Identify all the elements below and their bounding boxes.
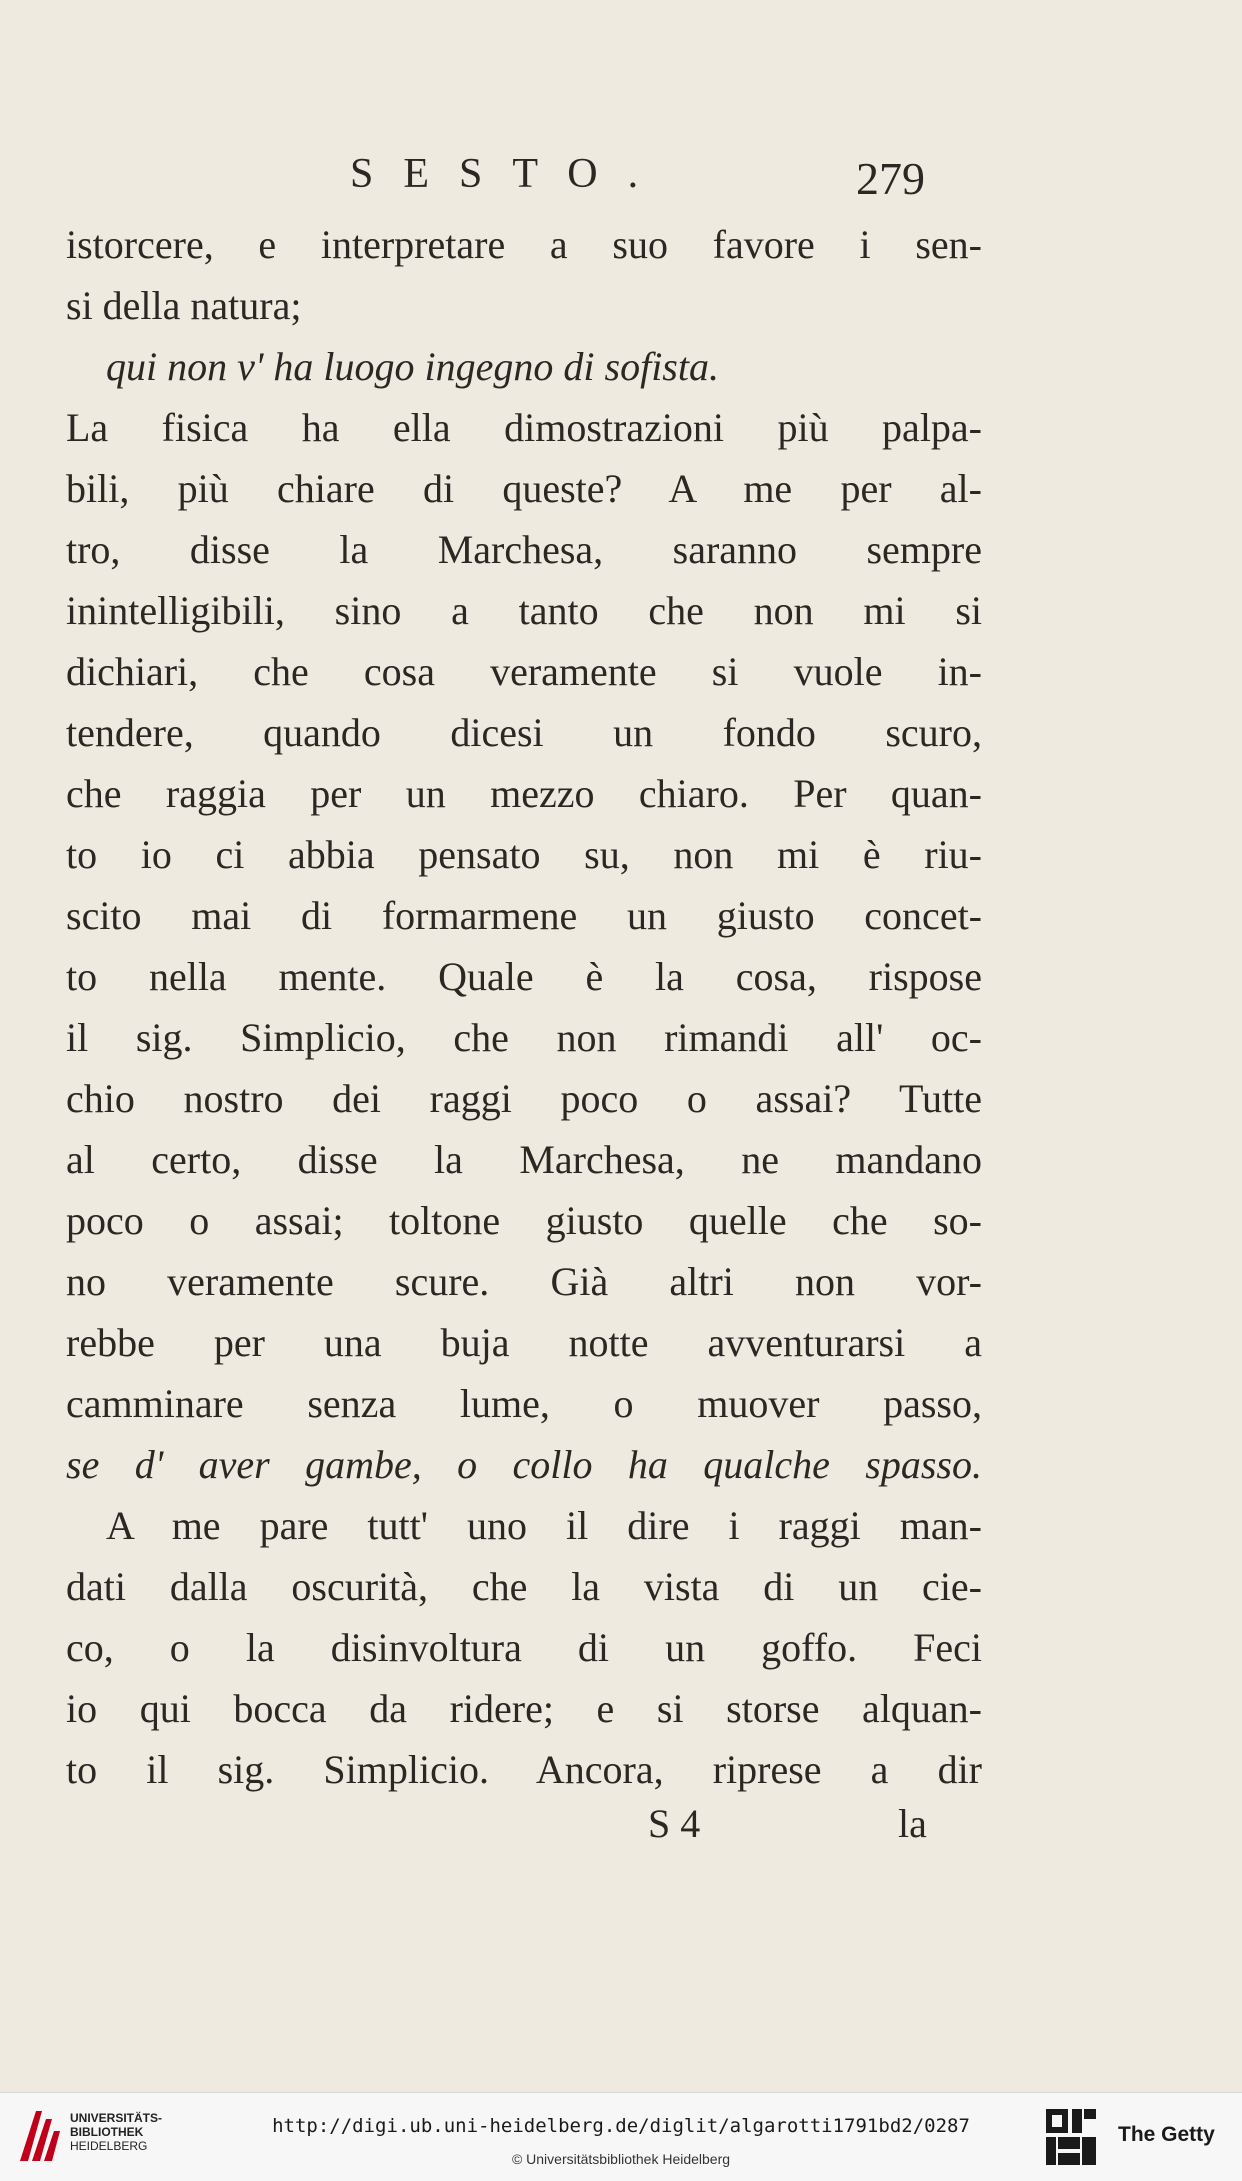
text-line: che raggia per un mezzo chiaro. Per quan- — [66, 771, 982, 816]
text-line: inintelligibili, sino a tanto che non mi si — [66, 588, 982, 633]
text-line: bili, più chiare di queste? A me per al- — [66, 466, 982, 511]
text-line: to nella mente. Quale è la cosa, rispose — [66, 954, 982, 999]
text-line: qui non v' ha luogo ingegno di sofista. — [106, 344, 719, 389]
page-number: 279 — [856, 153, 925, 204]
text-line: dichiari, che cosa veramente si vuole in- — [66, 649, 982, 694]
text-line: al certo, disse la Marchesa, ne mandano — [66, 1137, 982, 1182]
text-line: tro, disse la Marchesa, saranno sempre — [66, 527, 982, 572]
text-line: to io ci abbia pensato su, non mi è riu- — [66, 832, 982, 877]
text-line: no veramente scure. Già altri non vor- — [66, 1259, 982, 1304]
text-line: poco o assai; toltone giusto quelle che so- — [66, 1198, 982, 1243]
permalink-url[interactable]: http://digi.ub.uni-heidelberg.de/diglit/algarotti1791bd2/0287 — [272, 2115, 970, 2137]
page-header — [0, 150, 1242, 210]
copyright-notice: © Universitätsbibliothek Heidelberg — [511, 2151, 731, 2167]
library-name-line: HEIDELBERG — [70, 2139, 148, 2153]
signature-mark: S 4 — [648, 1801, 701, 1846]
text-line: camminare senza lume, o muover passo, — [66, 1381, 982, 1426]
text-line: co, o la disinvoltura di un goffo. Feci — [66, 1625, 982, 1670]
text-line: to il sig. Simplicio. Ancora, riprese a dir — [66, 1747, 982, 1792]
library-name-line: UNIVERSITÄTS- — [70, 2111, 163, 2125]
text-line: si della natura; — [66, 283, 302, 328]
page-foot — [0, 1800, 1242, 1860]
getty-logo-icon — [1044, 2107, 1098, 2167]
text-line: il sig. Simplicio, che non rimandi all' oc- — [66, 1015, 982, 1060]
text-line: istorcere, e interpretare a suo favore i sen- — [66, 222, 982, 267]
viewer-footer-bar — [0, 2092, 1242, 2181]
page-body-text — [66, 214, 982, 1800]
library-name-line: BIBLIOTHEK — [70, 2125, 144, 2139]
text-line: rebbe per una buja notte avventurarsi a — [66, 1320, 982, 1365]
text-line: A me pare tutt' uno il dire i raggi man- — [106, 1503, 982, 1548]
text-line: chio nostro dei raggi poco o assai? Tutte — [66, 1076, 982, 1121]
text-line: scito mai di formarmene un giusto concet- — [66, 893, 982, 938]
partner-name: The Getty — [1118, 2123, 1215, 2146]
text-line: se d' aver gambe, o collo ha qualche spasso. — [66, 1442, 982, 1487]
text-line: La fisica ha ella dimostrazioni più palpa- — [66, 405, 982, 450]
text-line: tendere, quando dicesi un fondo scuro, — [66, 710, 982, 755]
running-head: SESTO. — [350, 151, 669, 197]
catchword: la — [898, 1801, 927, 1846]
text-line: io qui bocca da ridere; e si storse alquan- — [66, 1686, 982, 1731]
text-line: dati dalla oscurità, che la vista di un cie- — [66, 1564, 982, 1609]
